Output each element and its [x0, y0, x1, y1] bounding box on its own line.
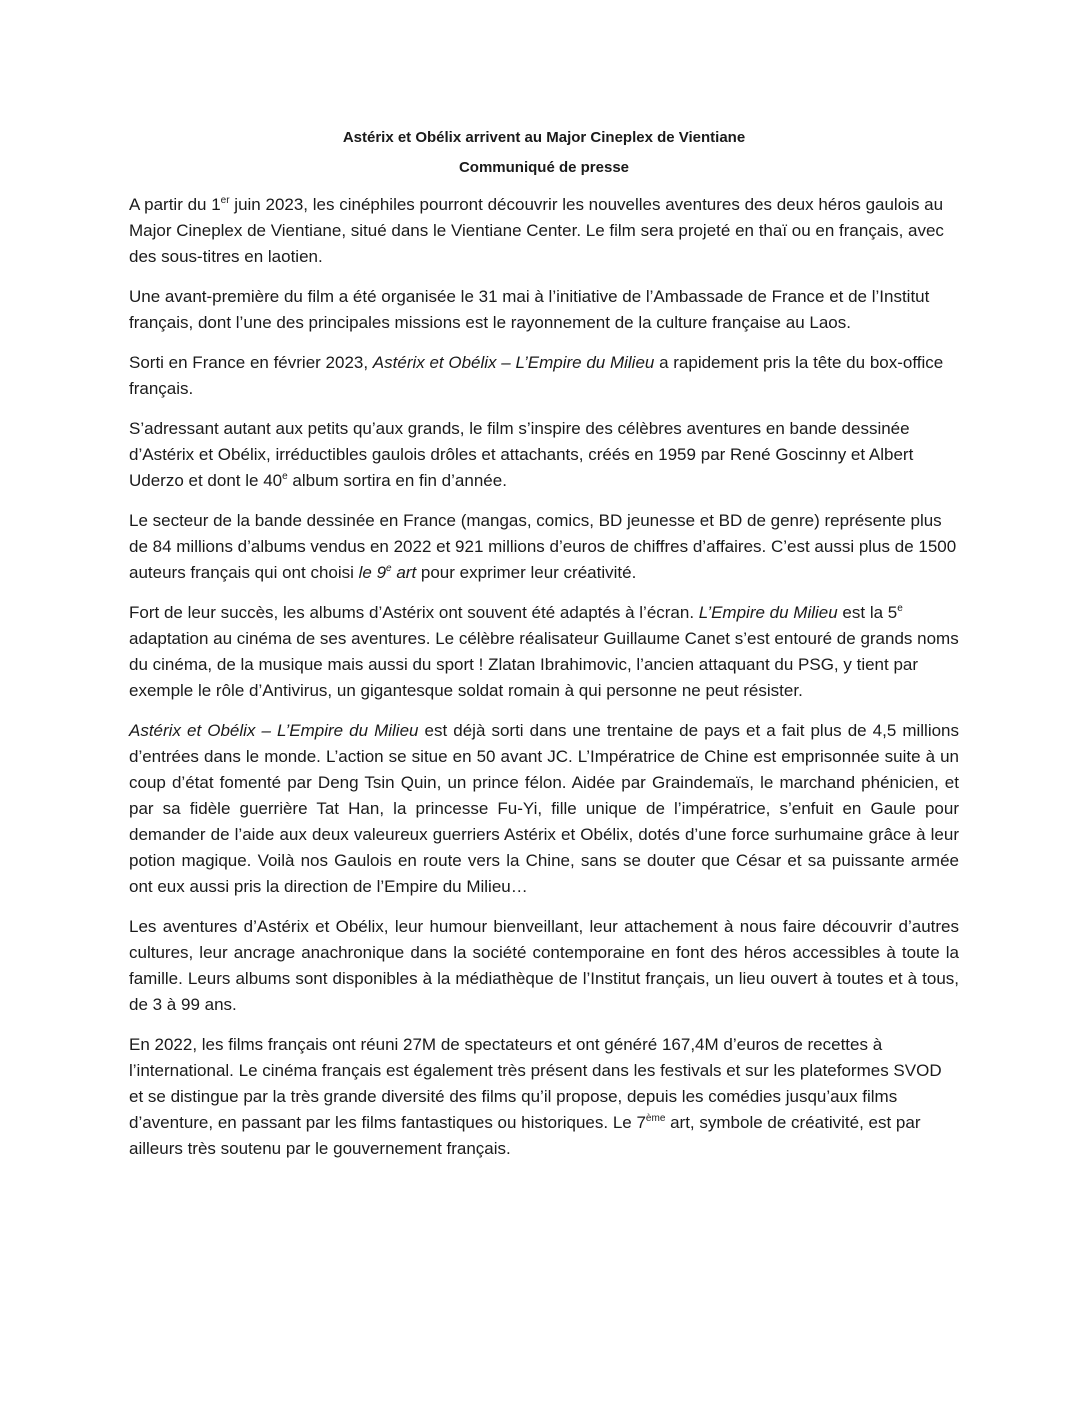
film-title-italic: L’Empire du Milieu [698, 603, 838, 622]
film-title-italic: Astérix et Obélix – L’Empire du Milieu [372, 353, 655, 372]
paragraph-comic-sector [129, 508, 959, 586]
text-span: a rapidement pris la tête du box-office français. [129, 353, 944, 398]
text-span: est déjà sorti dans une trentaine de pays et a fait plus de 4,5 millions d’entrées dans le monde. L’action se situe en 50 avant JC. L’Impératrice de Chine est emprisonnée suite à un coup d’état fomenté par Deng Tsin Quin, un prince félon. Aidée par Graindemaïs, le marchand phénicien, et par sa fidèle guerrière Tat Han, la princesse Fu-Yi, fille unique de l’impératrice, s’enfuit en Gaule pour demander de l’aide aux deux valeureux guerriers Astérix et Obélix, dotés d’une force surhumaine grâce à leur potion magique. Voilà nos Gaulois en route vers la Chine, sans se douter que César et sa puissante armée ont eux aussi pris la direction de l’Empire du Milieu… [129, 721, 960, 896]
text-span: pour exprimer leur créativité. [416, 563, 637, 582]
paragraph-french-cinema [129, 1032, 959, 1162]
paragraph-box-office [129, 350, 959, 402]
paragraph-premiere: Une avant-première du film a été organisée le 31 mai à l’initiative de l’Ambassade de France et de l’Institut français, dont l’une des principales missions est le rayonnement de la culture française au Laos. [129, 287, 930, 332]
text-span: En 2022, les films français ont réuni 27M de spectateurs et ont généré 167,4M d’euros de recettes à l’international. Le cinéma français est également très présent dans les festivals et sur les plateformes SVOD et se distingue par la très grande diversité des films qu’il propose, depuis les comédies jusqu’aux films d’aventure, en passant par les films fantastiques ou historiques. Le 7 [129, 1035, 942, 1132]
superscript: er [220, 195, 230, 206]
text-span: Fort de leur succès, les albums d’Astérix ont souvent été adaptés à l’écran. [129, 603, 699, 622]
ninth-art-italic [359, 563, 417, 582]
paragraph-release-date [129, 192, 959, 270]
text-span: A partir du 1 [129, 195, 221, 214]
superscript: e [282, 471, 288, 482]
text-span: adaptation au cinéma de ses aventures. Le célèbre réalisateur Guillaume Canet s’est entouré de grands noms du cinéma, de la musique mais aussi du sport ! Zlatan Ibrahimovic, l’ancien attaquant du PSG, y tient par exemple le rôle d’Antivirus, un gigantesque soldat romain à qui personne ne peut résister. [129, 629, 959, 700]
text-span: art, symbole de créativité, est par ailleurs très soutenu par le gouvernement français. [129, 1113, 921, 1158]
superscript: ème [645, 1113, 666, 1124]
superscript: e [386, 563, 392, 574]
document-title: Astérix et Obélix arrivent au Major Cineplex de Vientiane [342, 129, 746, 146]
paragraph-comic-origin [129, 416, 959, 494]
document-page [129, 128, 959, 1176]
paragraph-synopsis [129, 718, 959, 900]
paragraph-adaptations [129, 600, 959, 704]
text-span: juin 2023, les cinéphiles pourront découvrir les nouvelles aventures des deux héros gaulois au Major Cineplex de Vientiane, situé dans le Vientiane Center. Le film sera projeté en thaï ou en français, avec des sous-titres en laotien. [129, 195, 944, 266]
text-span: le 9 [358, 563, 387, 582]
text-span: Le secteur de la bande dessinée en France (mangas, comics, BD jeunesse et BD de genre) représente plus de 84 millions d’albums vendus en 2022 et 921 millions d’euros de chiffres d’affaires. C’est aussi plus de 1500 auteurs français qui ont choisi [129, 511, 957, 582]
film-title-italic: Astérix et Obélix – L’Empire du Milieu [129, 721, 419, 740]
superscript: e [897, 603, 903, 614]
text-span: est la 5 [837, 603, 898, 622]
text-span: Sorti en France en février 2023, [129, 353, 373, 372]
text-span: album sortira en fin d’année. [287, 471, 507, 490]
paragraph-family: Les aventures d’Astérix et Obélix, leur humour bienveillant, leur attachement à nous faire découvrir d’autres cultures, leur ancrage anachronique dans la société contemporaine en font des héros accessibles à toute la famille. Leurs albums sont disponibles à la médiathèque de l’Institut français, un lieu ouvert à toutes et à tous, de 3 à 99 ans. [129, 917, 959, 1014]
text-span: art [391, 563, 417, 582]
text-span: S’adressant autant aux petits qu’aux grands, le film s’inspire des célèbres aventures en bande dessinée d’Astérix et Obélix, irréductibles gaulois drôles et attachants, créés en 1959 par René Goscinny et Albert Uderzo et dont le 40 [129, 419, 914, 490]
document-subtitle: Communiqué de presse [458, 159, 630, 176]
